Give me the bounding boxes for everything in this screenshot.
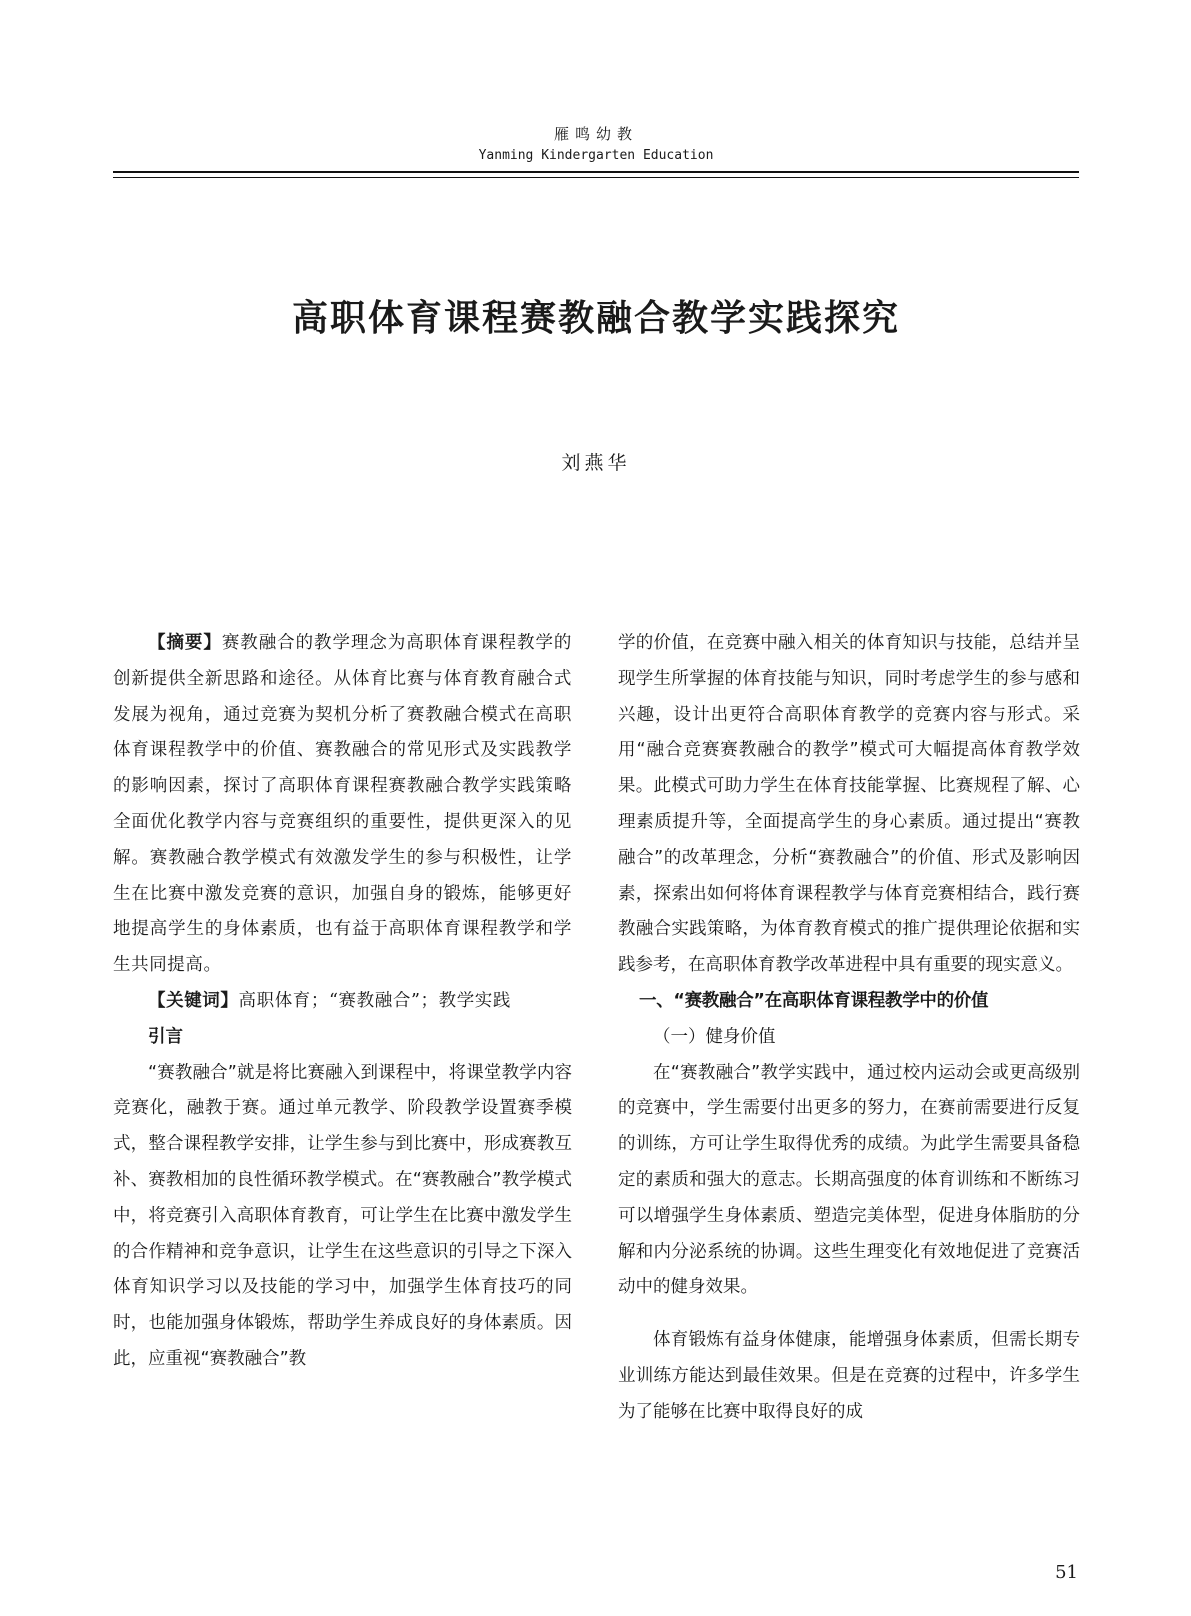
intro-paragraph-left: “赛教融合”就是将比赛融入到课程中，将课堂教学内容竞赛化，融教于赛。通过单元教学、阶段教学设置赛季模式，整合课程教学安排，让学生参与到比赛中，形成赛教互补、赛教相加的良性循环教学模式。在“赛教融合”教学模式中，将竞赛引入高职体育教育，可让学生在比赛中激发学生的合作精神和竞争意识，让学生在这些意识的引导之下深入体育知识学习以及技能的学习中，加强学生体育技巧的同时，也能加强身体锻炼，帮助学生养成良好的身体素质。因此，应重视“赛教融合”教 <box>113 1062 572 1369</box>
running-head <box>113 124 1079 165</box>
article-title: 高职体育课程赛教融合教学实践探究 <box>291 297 900 339</box>
intro-heading: 引言 <box>148 1026 183 1047</box>
journal-title-cn: 雁鸣幼教 <box>553 125 638 143</box>
intro-paragraph-right: 学的价值，在竞赛中融入相关的体育知识与技能，总结并呈现学生所掌握的体育技能与知识，同时考虑学生的参与感和兴趣，设计出更符合高职体育教学的竞赛内容与形式。采用“融合竞赛赛教融合的教学”模式可大幅提高体育教学效果。此模式可助力学生在体育技能掌握、比赛规程了解、心理素质提升等，全面提高学生的身心素质。通过提出“赛教融合”的改革理念，分析“赛教融合”的价值、形式及影响因素，探索出如何将体育课程教学与体育竞赛相结合，践行赛教融合实践策略，为体育教育模式的推广提供理论依据和实践参考，在高职体育教学改革进程中具有重要的现实意义。 <box>618 633 1080 976</box>
section1-sub1-paragraph1: 在“赛教融合”教学实践中，通过校内运动会或更高级别的竞赛中，学生需要付出更多的努力，在赛前需要进行反复的训练，方可让学生取得优秀的成绩。为此学生需要具备稳定的素质和强大的意志。长期高强度的体育训练和不断练习可以增强学生身体素质、塑造完美体型，促进身体脂肪的分解和内分泌系统的协调。这些生理变化有效地促进了竞赛活动中的健身效果。 <box>618 1062 1080 1298</box>
left-column <box>113 626 572 1378</box>
keywords <box>113 984 572 1020</box>
header-rule-thin <box>113 177 1079 178</box>
section1-sub1-heading: （一）健身价值 <box>653 1026 776 1047</box>
keywords-tag: 【关键词】 <box>148 990 239 1011</box>
section1-heading: 一、“赛教融合”在高职体育课程教学中的价值 <box>639 990 989 1011</box>
right-column <box>618 626 1080 1431</box>
journal-title-en: Yanming Kindergarten Education <box>478 148 714 163</box>
keywords-text: 高职体育；“赛教融合”；教学实践 <box>238 990 511 1011</box>
abstract-tag: 【摘要】 <box>148 633 222 653</box>
section1-sub1-paragraph2: 体育锻炼有益身体健康，能增强身体素质，但需长期专业训练方能达到最佳效果。但是在竞赛的过程中，许多学生为了能够在比赛中取得良好的成 <box>618 1330 1080 1422</box>
abstract-text: 赛教融合的教学理念为高职体育课程教学的创新提供全新思路和途径。从体育比赛与体育教育融合式发展为视角，通过竞赛为契机分析了赛教融合模式在高职体育课程教学中的价值、赛教融合的常见形式及实践教学的影响因素，探讨了高职体育课程赛教融合教学实践策略全面优化教学内容与竞赛组织的重要性，提供更深入的见解。赛教融合教学模式有效激发学生的参与积极性，让学生在比赛中激发竞赛的意识，加强自身的锻炼，能够更好地提高学生的身体素质，也有益于高职体育课程教学和学生共同提高。 <box>113 633 573 976</box>
article-author: 刘燕华 <box>561 452 631 474</box>
abstract <box>113 626 572 984</box>
header-rule-thick <box>113 171 1079 173</box>
page-number: 51 <box>1055 1562 1078 1583</box>
